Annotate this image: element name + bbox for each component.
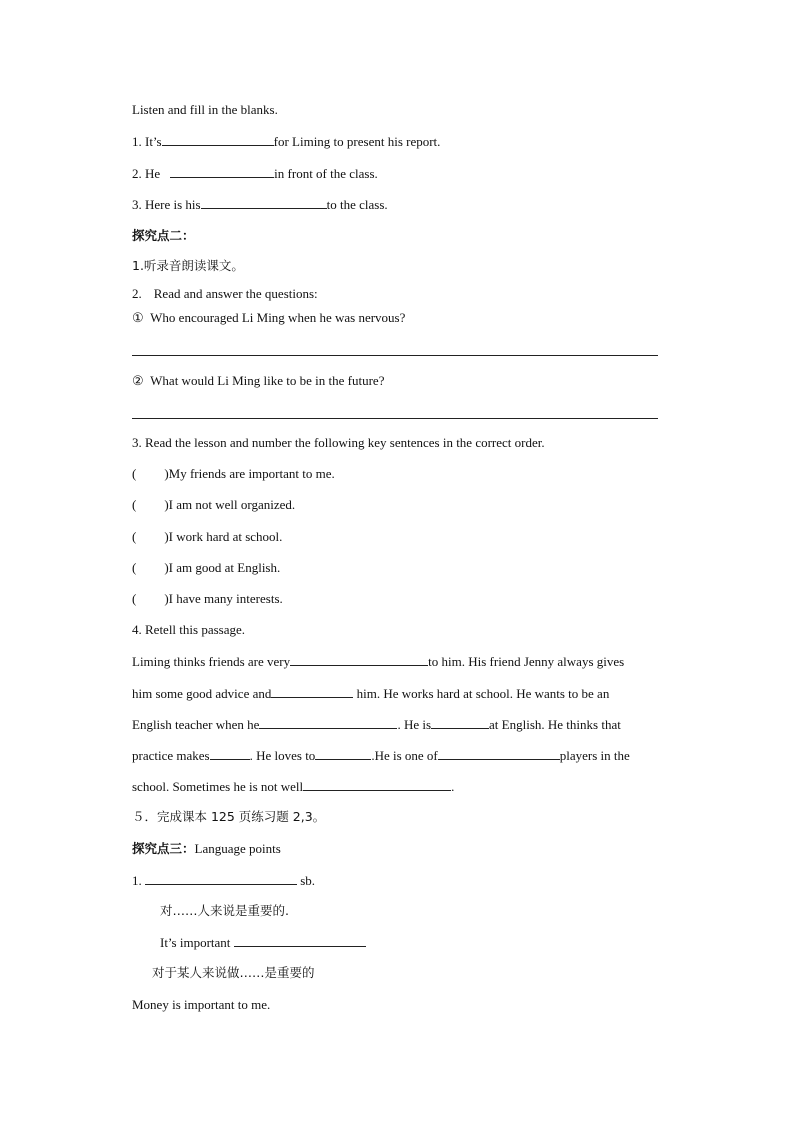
listen-item-3-lead: 3. Here is his	[132, 197, 201, 212]
question-2-marker: ②	[132, 373, 144, 388]
language-point-1	[132, 872, 315, 889]
retell-text: to him. His friend Jenny always gives	[428, 654, 625, 669]
retell-text: practice makes	[132, 748, 210, 763]
paren-open: (	[132, 560, 137, 575]
retell-text: school. Sometimes he is not well	[132, 779, 304, 794]
question-1-marker: ①	[132, 310, 144, 325]
order-item-text: )I have many interests.	[164, 591, 283, 606]
order-item-text: )I am good at English.	[164, 560, 281, 575]
language-point-2-meaning: 对于某人来说做……是重要的	[152, 965, 315, 980]
retell-text: him. He works hard at school. He wants to be an	[356, 686, 610, 701]
language-point-2-text: It’s important	[160, 935, 231, 950]
order-item-text: )I work hard at school.	[164, 529, 283, 544]
order-item-text: )My friends are important to me.	[164, 466, 335, 481]
retell-text: .He is one of	[371, 748, 438, 763]
section-3-heading	[132, 841, 281, 857]
question-2-text: What would Li Ming like to be in the future?	[150, 373, 385, 388]
section-2-item-3: 3. Read the lesson and number the following key sentences in the correct order.	[132, 435, 545, 450]
order-item-1	[132, 466, 335, 482]
retell-text: . He loves to	[249, 748, 316, 763]
section-2-item-4: 4. Retell this passage.	[132, 622, 246, 637]
listen-item-1-tail: for Liming to present his report.	[273, 134, 441, 149]
blank-field[interactable]	[315, 747, 371, 760]
section-2-item-2	[132, 286, 318, 302]
item-2-text: Read and answer the questions:	[153, 286, 318, 301]
section-2-item-5: ５．完成课本 125 页练习题 2,3。	[132, 809, 326, 824]
blank-field[interactable]	[145, 872, 297, 885]
section-3-subtitle: Language points	[194, 841, 281, 856]
order-item-5	[132, 591, 283, 607]
retell-line-1	[132, 653, 662, 670]
order-item-2	[132, 497, 295, 513]
paren-open: (	[132, 497, 137, 512]
retell-line-3	[132, 716, 621, 733]
order-item-text: )I am not well organized.	[164, 497, 296, 512]
retell-line-4	[132, 747, 630, 764]
language-point-1-meaning: 对……人来说是重要的.	[160, 903, 289, 918]
answer-line-2[interactable]	[132, 418, 658, 419]
blank-field[interactable]	[162, 133, 274, 146]
section-2-heading: 探究点二：	[132, 228, 195, 243]
retell-text: English teacher when he	[132, 717, 260, 732]
listen-item-2-tail: in front of the class.	[274, 166, 378, 181]
blank-field[interactable]	[438, 747, 560, 760]
order-item-3	[132, 529, 282, 545]
paren-open: (	[132, 466, 137, 481]
example-sentence: Money is important to me.	[132, 997, 271, 1012]
listen-item-1-lead: 1. It’s	[132, 134, 162, 149]
retell-text: . He is	[397, 717, 432, 732]
paren-open: (	[132, 591, 137, 606]
blank-field[interactable]	[303, 778, 451, 791]
blank-field[interactable]	[431, 716, 489, 729]
answer-line-1[interactable]	[132, 355, 658, 356]
listen-item-1	[132, 133, 440, 150]
retell-text: at English. He thinks that	[489, 717, 621, 732]
retell-text: him some good advice and	[132, 686, 272, 701]
listen-item-2-lead: 2. He	[132, 166, 161, 181]
listen-instruction: Listen and fill in the blanks.	[132, 102, 278, 117]
paren-open: (	[132, 529, 137, 544]
blank-field[interactable]	[290, 653, 428, 666]
retell-line-5	[132, 778, 454, 795]
question-1-text: Who encouraged Li Ming when he was nervous?	[150, 310, 406, 325]
section-3-title: 探究点三：	[132, 841, 195, 856]
listen-item-3-tail: to the class.	[326, 197, 388, 212]
blank-field[interactable]	[201, 196, 327, 209]
listen-item-3	[132, 196, 388, 213]
language-point-2	[160, 934, 366, 951]
blank-field[interactable]	[259, 716, 397, 729]
listen-item-2	[132, 165, 378, 182]
blank-field[interactable]	[234, 934, 366, 947]
section-2-item-1: 1.听录音朗读课文。	[132, 258, 244, 273]
retell-text: Liming thinks friends are very	[132, 654, 291, 669]
blank-field[interactable]	[210, 747, 250, 760]
retell-text: .	[451, 779, 455, 794]
retell-text: players in the	[559, 748, 630, 763]
blank-field[interactable]	[170, 165, 274, 178]
retell-line-2	[132, 685, 662, 702]
question-2	[132, 373, 384, 389]
blank-field[interactable]	[271, 685, 353, 698]
language-point-tail: sb.	[300, 873, 316, 888]
item-2-number: 2.	[132, 286, 142, 301]
order-item-4	[132, 560, 280, 576]
language-point-number: 1.	[132, 873, 142, 888]
question-1	[132, 310, 405, 326]
